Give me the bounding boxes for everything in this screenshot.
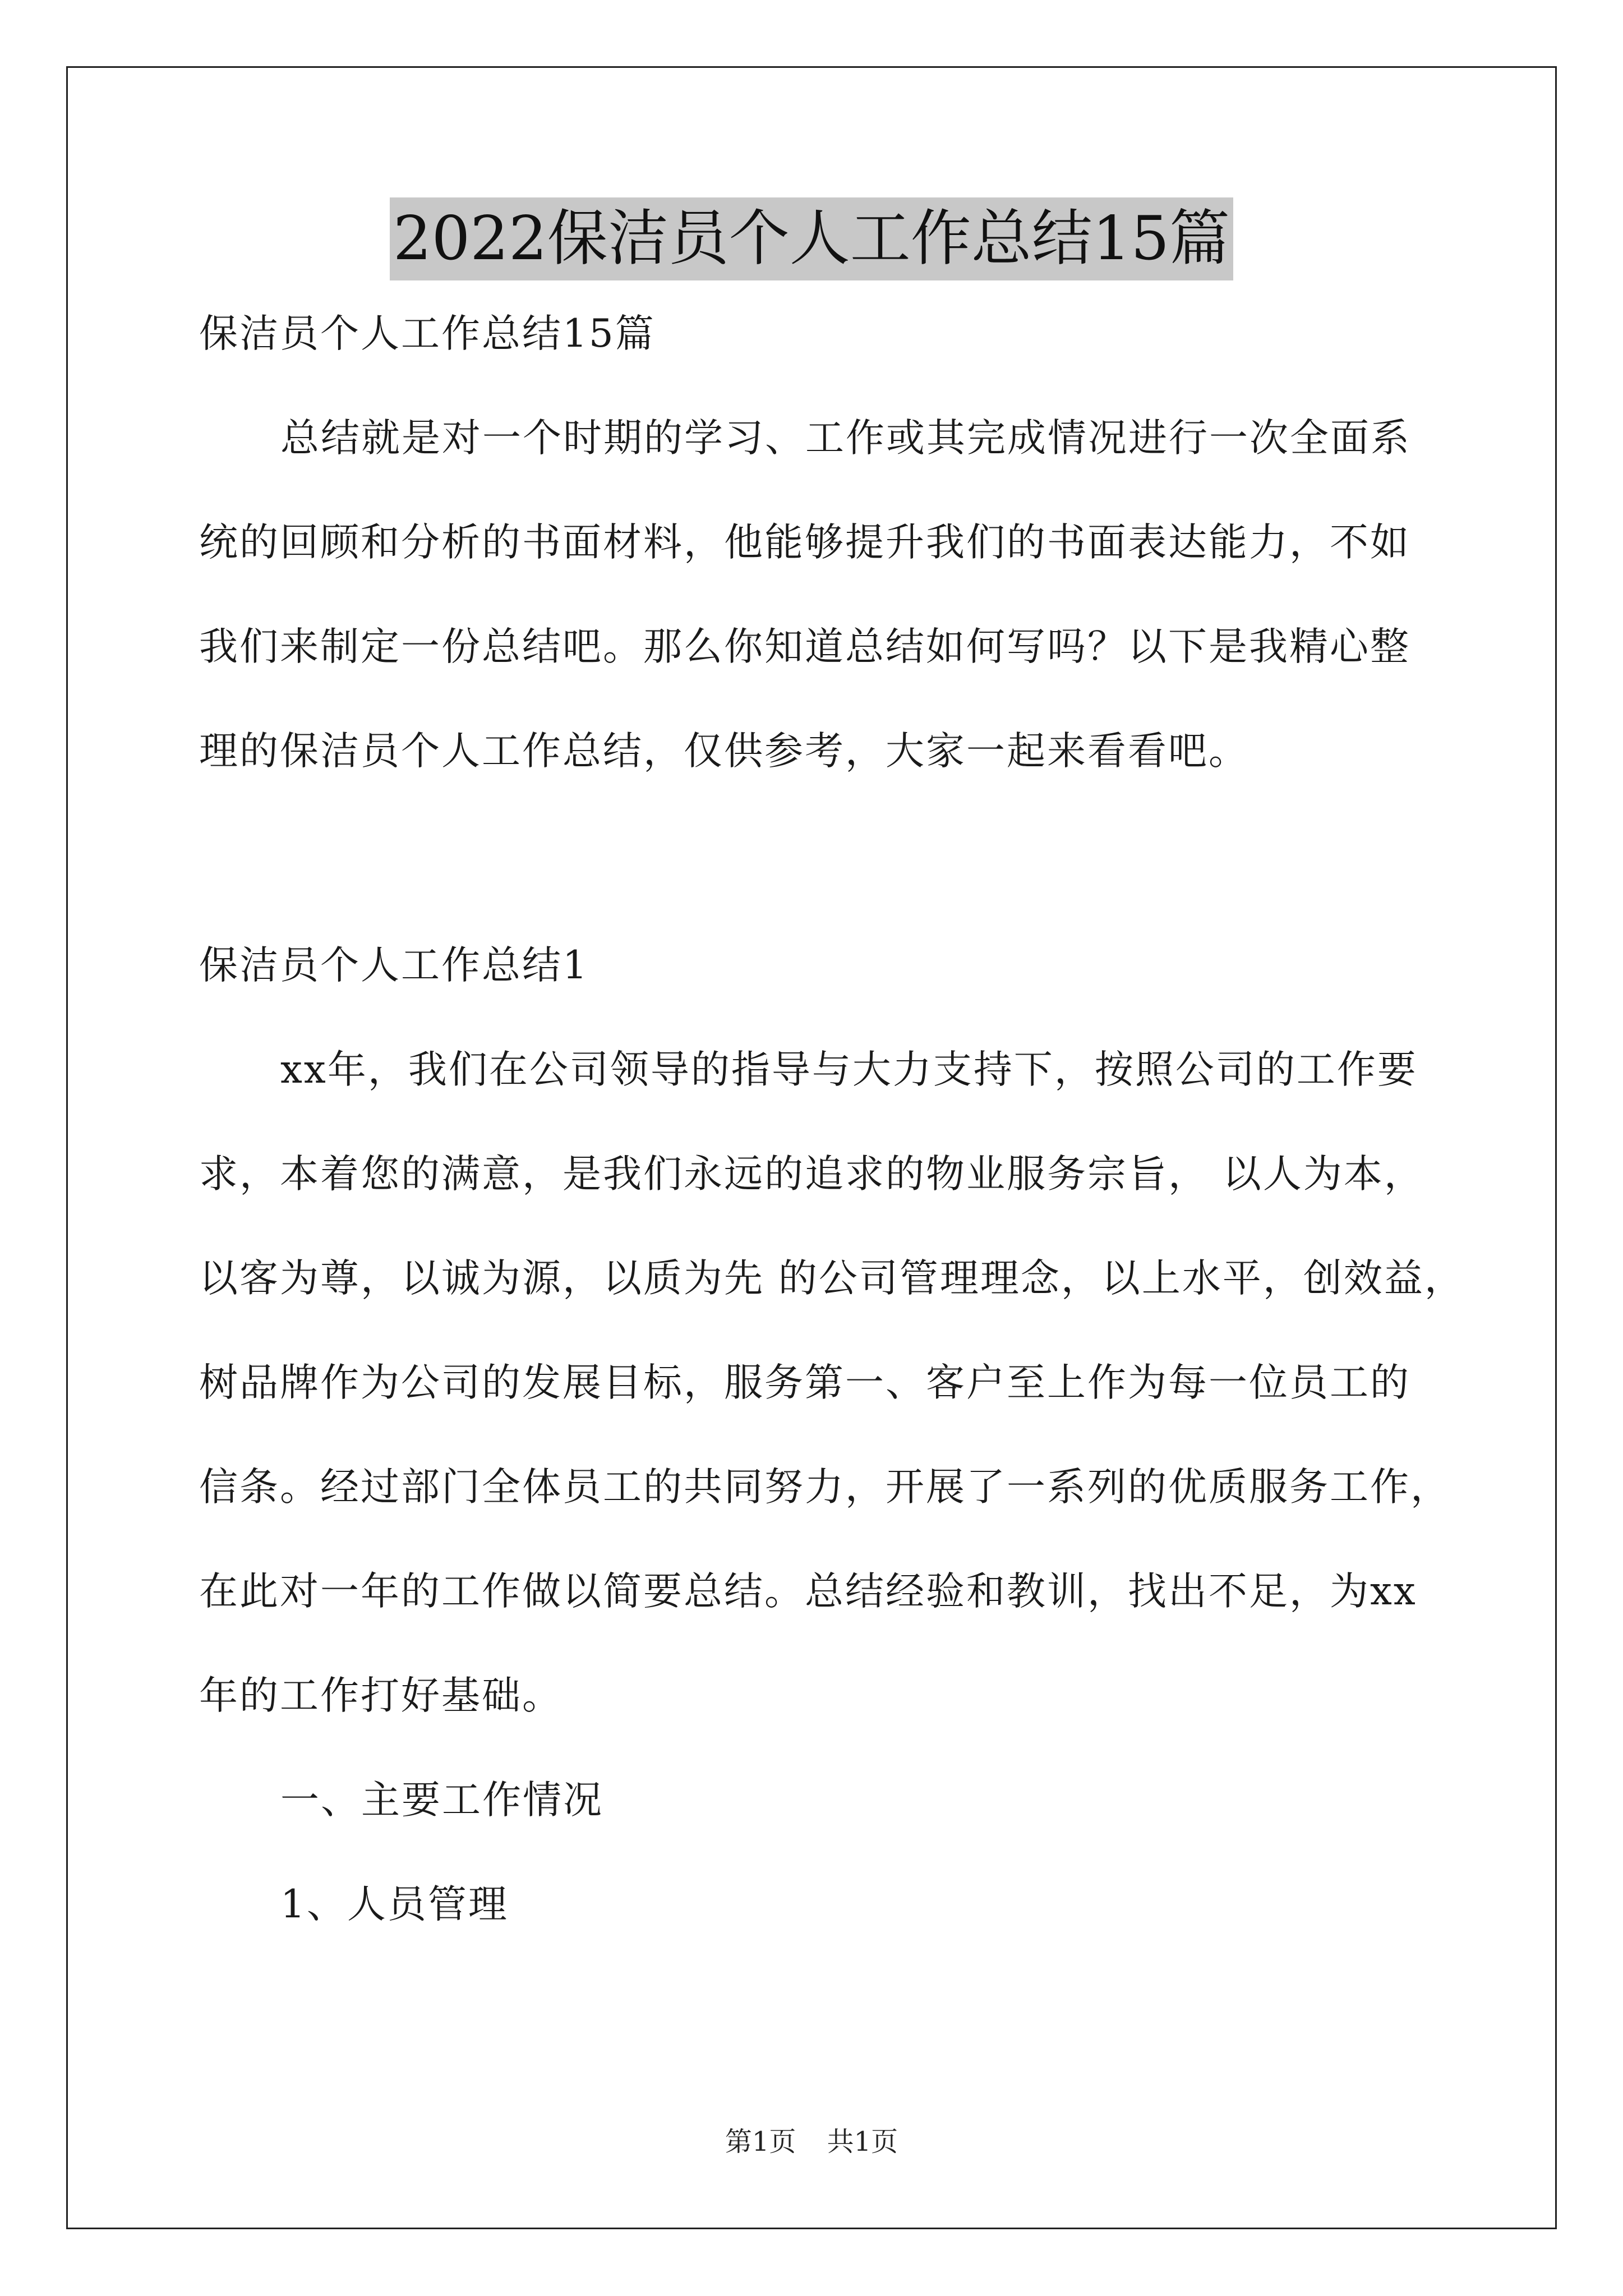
intro-line: 统的回顾和分析的书面材料，他能够提升我们的书面表达能力，不如 (199, 520, 1410, 565)
page-number-current: 第1页 (725, 2126, 796, 2157)
intro-line: 理的保洁员个人工作总结，仅供参考，大家一起来看看吧。 (199, 729, 1249, 774)
body-line: xx年，我们在公司领导的指导与大力支持下，按照公司的工作要 (280, 1047, 1418, 1092)
body-line: 在此对一年的工作做以简要总结。总结经验和教训，找出不足，为xx (199, 1569, 1417, 1614)
section-gap (199, 827, 1427, 937)
document-body (199, 306, 1465, 1981)
body-line: 求，本着您的满意，是我们永远的追求的物业服务宗旨， 以人为本， (199, 1152, 1424, 1197)
section-title: 保洁员个人工作总结1 (199, 943, 589, 988)
body-line: 树品牌作为公司的发展目标，服务第一、客户至上作为每一位员工的 (199, 1360, 1410, 1405)
heading-main-work: 一、主要工作情况 (280, 1778, 603, 1823)
intro-line: 我们来制定一份总结吧。那么你知道总结如何写吗？以下是我精心整 (199, 624, 1410, 669)
document-title: 2022保洁员个人工作总结15篇 (390, 197, 1233, 280)
page-number-total: 共1页 (827, 2126, 898, 2157)
heading-personnel-management: 1、人员管理 (280, 1882, 509, 1927)
body-line: 年的工作打好基础。 (199, 1673, 562, 1718)
page-footer (0, 2125, 1623, 2159)
intro-line: 总结就是对一个时期的学习、工作或其完成情况进行一次全面系 (280, 416, 1411, 461)
title-wrap (0, 197, 1623, 280)
document-subtitle: 保洁员个人工作总结15篇 (199, 311, 656, 356)
body-line: 以客为尊，以诚为源，以质为先 的公司管理理念，以上水平，创效益， (199, 1256, 1465, 1301)
body-line: 信条。经过部门全体员工的共同努力，开展了一系列的优质服务工作， (199, 1465, 1451, 1510)
